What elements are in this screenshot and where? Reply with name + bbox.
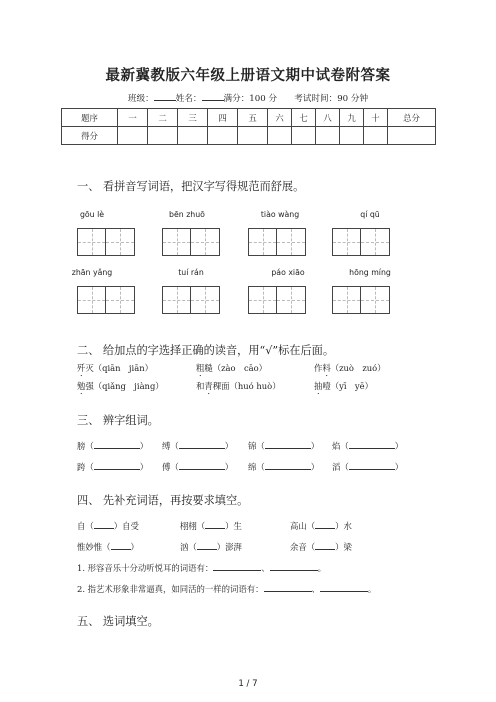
- table-cell: 六: [268, 109, 292, 127]
- dotted-char: 料: [322, 363, 331, 373]
- answer-blank[interactable]: [349, 461, 395, 470]
- question-2: 2. 指艺术形象非常逼真，如同活的一样的词语有： 、 。: [77, 584, 377, 594]
- name-label: 姓名：: [175, 94, 202, 104]
- score-cell[interactable]: [118, 127, 148, 145]
- idiom-fill-item[interactable]: [290, 541, 352, 553]
- table-cell: 一: [118, 109, 148, 127]
- char: 跨: [77, 462, 86, 472]
- writing-grid[interactable]: [162, 228, 220, 256]
- section-3-heading: 三、 辨字组词。: [77, 414, 159, 427]
- pinyin-label: hōng míng: [349, 268, 391, 277]
- char: 缚: [162, 441, 171, 451]
- word-group-item[interactable]: 膀（ ）: [77, 441, 149, 451]
- idiom-part: 惟妙惟（: [77, 542, 111, 552]
- answer-blank[interactable]: [315, 541, 335, 550]
- score-table-score-row: [62, 127, 436, 145]
- idiom-fill-item[interactable]: [180, 541, 242, 553]
- page-title: 最新冀教版六年级上册语文期中试卷附答案: [105, 67, 391, 84]
- question-1: 1. 形容音乐十分动听悦耳的词语有： 、 。: [77, 563, 327, 573]
- table-cell: 三: [178, 109, 208, 127]
- writing-grid[interactable]: [77, 286, 135, 314]
- section-1-heading: 一、 看拼音写词语，把汉字写得规范而舒展。: [77, 180, 305, 193]
- word-group-item[interactable]: 绵（ ）: [248, 462, 320, 472]
- reading-choice-item[interactable]: [196, 380, 281, 396]
- pinyin-label: zhān yǎng: [71, 268, 113, 277]
- table-cell: 五: [238, 109, 268, 127]
- idiom-part: 栩栩（: [180, 521, 206, 531]
- table-cell: 八: [316, 109, 340, 127]
- idiom-part: 自（: [77, 521, 94, 531]
- choice-text: 灭（qiān jiān）: [85, 363, 153, 373]
- word-group-item[interactable]: 傅（ ）: [162, 462, 234, 472]
- name-blank[interactable]: [202, 92, 224, 101]
- char: 绵: [248, 462, 257, 472]
- idiom-part: ）水: [335, 521, 352, 531]
- answer-blank[interactable]: [265, 440, 311, 449]
- idiom-part: ）生: [225, 521, 242, 531]
- idiom-part: 余音（: [290, 542, 316, 552]
- answer-blank[interactable]: [179, 440, 225, 449]
- score-table-header-row: [62, 109, 436, 127]
- answer-blank[interactable]: [320, 583, 368, 592]
- writing-grid[interactable]: [248, 228, 306, 256]
- writing-grid[interactable]: [248, 286, 306, 314]
- dotted-char: 勉: [77, 381, 86, 391]
- reading-choice-item[interactable]: [314, 362, 386, 378]
- exam-time: 考试时间：90 分钟: [294, 94, 369, 104]
- choice-text: 噎（yī yē）: [322, 381, 373, 391]
- pinyin-label: tiào wàng: [260, 210, 300, 219]
- word-group-item[interactable]: 缚（ ）: [162, 441, 234, 451]
- score-cell[interactable]: [148, 127, 178, 145]
- section-4-heading: 四、 先补充词语，再按要求填空。: [77, 494, 249, 507]
- reading-choice-item[interactable]: [314, 380, 373, 396]
- answer-blank[interactable]: [264, 583, 312, 592]
- pinyin-label: páo xiāo: [271, 268, 305, 277]
- choice-text: 和: [196, 381, 205, 391]
- idiom-part: 高山（: [290, 521, 316, 531]
- answer-blank[interactable]: [111, 541, 131, 550]
- score-cell[interactable]: [178, 127, 208, 145]
- pinyin-label: gōu lè: [79, 210, 105, 219]
- char: 傅: [162, 462, 171, 472]
- choice-text: 作: [314, 363, 323, 373]
- dotted-char: 粗: [196, 363, 205, 373]
- idiom-fill-item[interactable]: [180, 520, 242, 532]
- word-group-item[interactable]: 滔（ ）: [332, 462, 404, 472]
- writing-grid[interactable]: [332, 228, 390, 256]
- idiom-part: ）梁: [335, 542, 352, 552]
- reading-choice-item[interactable]: [196, 362, 267, 378]
- score-cell[interactable]: [340, 127, 364, 145]
- word-group-item[interactable]: 焰（ ）: [332, 441, 404, 451]
- table-cell: 二: [148, 109, 178, 127]
- choice-text: 强（qiǎng jiàng）: [85, 381, 164, 391]
- idiom-part: ）澎湃: [216, 542, 242, 552]
- answer-blank[interactable]: [197, 541, 217, 550]
- char: 膀: [77, 441, 86, 451]
- page-number: 1 / 7: [238, 679, 258, 689]
- answer-blank[interactable]: [349, 440, 395, 449]
- score-cell[interactable]: [268, 127, 292, 145]
- answer-blank[interactable]: [213, 562, 261, 571]
- question-text: 2. 指艺术形象非常逼真，如同活的一样的词语有：: [77, 584, 264, 594]
- answer-blank[interactable]: [179, 461, 225, 470]
- table-cell: 十: [364, 109, 388, 127]
- answer-blank[interactable]: [265, 461, 311, 470]
- question-text: 1. 形容音乐十分动听悦耳的词语有：: [77, 563, 214, 573]
- class-blank[interactable]: [154, 92, 176, 101]
- idiom-part: 汹（: [180, 542, 197, 552]
- choice-text: 稞面（huó huò）: [212, 381, 281, 391]
- table-cell: 七: [292, 109, 316, 127]
- idiom-fill-item[interactable]: [77, 520, 139, 532]
- word-group-item[interactable]: 跨（ ）: [77, 462, 149, 472]
- word-group-item[interactable]: 锦（ ）: [248, 441, 320, 451]
- writing-grid[interactable]: [77, 228, 135, 256]
- dotted-char: 抽: [314, 381, 323, 391]
- writing-grid[interactable]: [162, 286, 220, 314]
- exam-info: [0, 92, 496, 104]
- answer-blank[interactable]: [94, 520, 114, 529]
- score-cell[interactable]: [388, 127, 436, 145]
- pinyin-label: qí qū: [360, 210, 380, 219]
- dotted-char: 青: [204, 381, 213, 391]
- section-2-heading: 二、 给加点的字选择正确的读音，用“√”标在后面。: [77, 344, 335, 357]
- char: 焰: [332, 441, 341, 451]
- score-cell[interactable]: [316, 127, 340, 145]
- pinyin-label: bēn zhuō: [169, 210, 205, 219]
- idiom-fill-item[interactable]: [77, 541, 139, 553]
- answer-blank[interactable]: [205, 520, 225, 529]
- writing-grid[interactable]: [332, 286, 390, 314]
- answer-blank[interactable]: [315, 520, 335, 529]
- section-5-heading: 五、 选词填空。: [77, 615, 159, 628]
- idiom-fill-item[interactable]: [290, 520, 352, 532]
- answer-blank[interactable]: [270, 562, 318, 571]
- reading-choice-item[interactable]: [77, 380, 164, 396]
- answer-blank[interactable]: [94, 440, 140, 449]
- dotted-char: 歼: [77, 363, 86, 373]
- answer-blank[interactable]: [94, 461, 140, 470]
- char: 滔: [332, 462, 341, 472]
- score-cell[interactable]: [292, 127, 316, 145]
- choice-text: （zuò zuó）: [330, 363, 386, 373]
- class-label: 班级：: [127, 94, 154, 104]
- full-score: 满分：100 分: [223, 94, 278, 104]
- reading-choice-item[interactable]: [77, 362, 153, 378]
- table-cell: 总分: [388, 109, 436, 127]
- score-table: [61, 108, 436, 145]
- table-cell: 得分: [62, 127, 118, 145]
- choice-text: 糙（zào cāo）: [204, 363, 268, 373]
- char: 锦: [248, 441, 257, 451]
- table-cell: 九: [340, 109, 364, 127]
- pinyin-label: tuí rán: [178, 268, 204, 277]
- idiom-part: ）自受: [113, 521, 139, 531]
- table-cell: 四: [208, 109, 238, 127]
- score-cell[interactable]: [364, 127, 388, 145]
- score-cell[interactable]: [208, 127, 238, 145]
- table-cell: 题序: [62, 109, 118, 127]
- idiom-part: ）: [130, 542, 139, 552]
- score-cell[interactable]: [238, 127, 268, 145]
